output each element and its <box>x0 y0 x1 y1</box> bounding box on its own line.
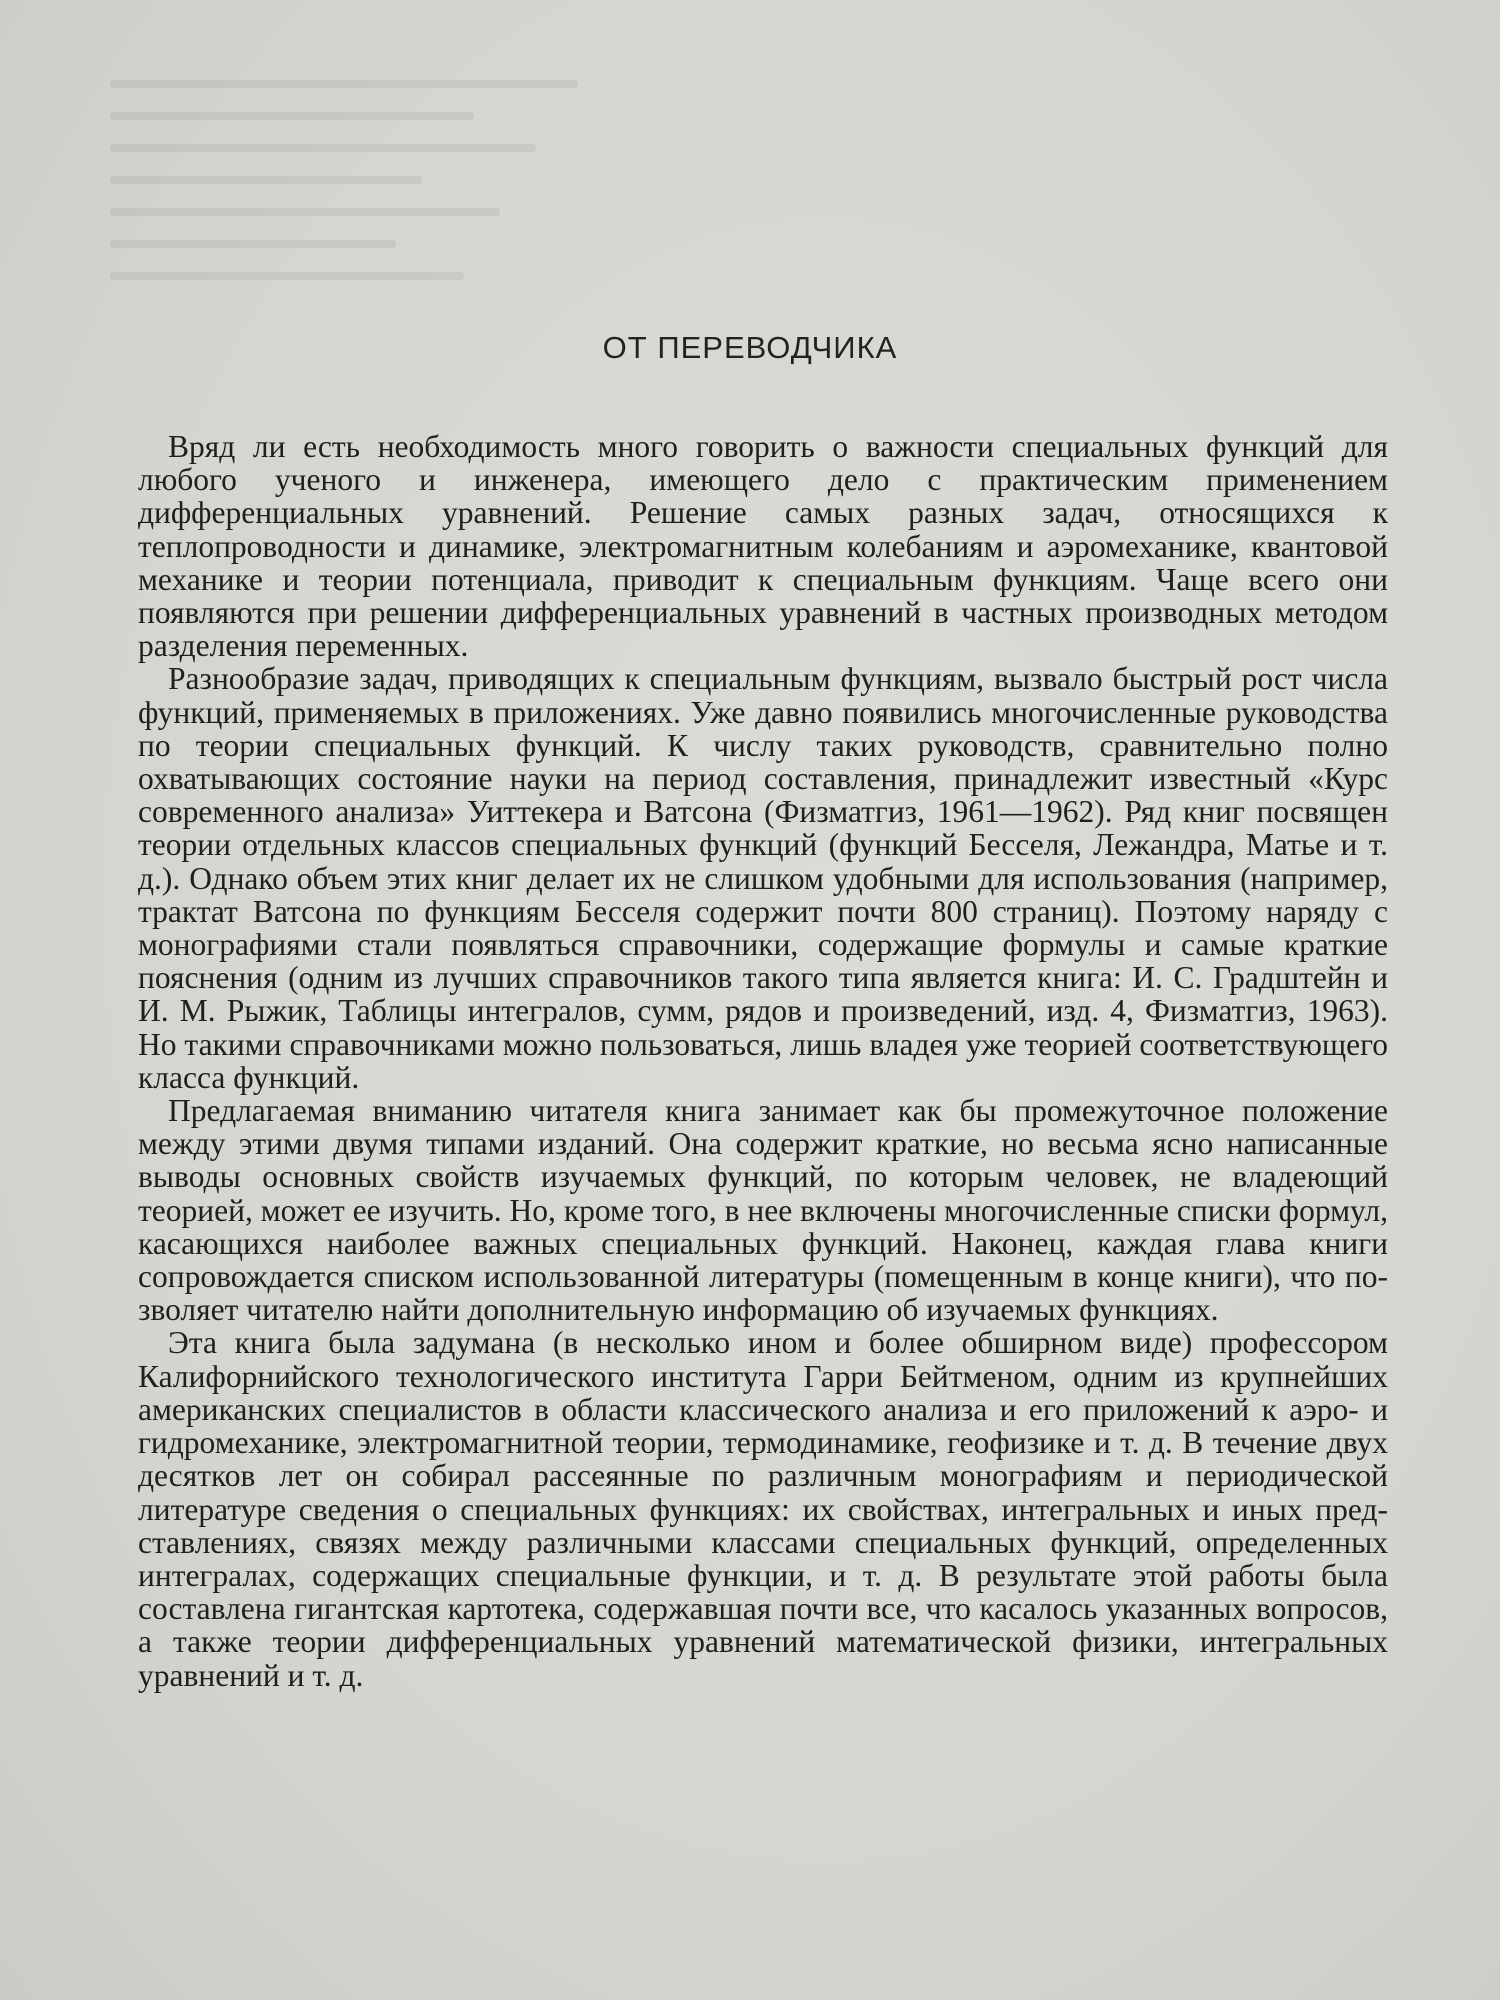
paragraph: Разнообразие задач, приводящих к специальным функциям, вызвало быстрый рост числа функций, применяемых в приложениях. Уже давно появились многочисленные руководства по теории специальных функций. К числу таких руководств, сравнительно полно охватывающих состояние науки на период составления, принадлежит известный «Курс современного анализа» Уиттекера и Ватсона (Физматгиз, 1961—1962). Ряд книг посвящен теории отдельных классов специальных функций (функций Бесселя, Лежандра, Матье и т. д.). Однако объем этих книг делает их не слишком удобными для использования (например, трактат Ватсона по функциям Бесселя содержит почти 800 страниц). Поэтому наряду с монографиями стали появляться справочники, содержащие формулы и самые краткие пояснения (одним из лучших справочников такого типа является книга: И. С. Градштейн и И. М. Рыжик, Таблицы интегралов, сумм, рядов и произведений, изд. 4, Физматгиз, 1963). Но такими справочниками можно пользоваться, лишь владея уже теорией соответствующего класса функций. <box>138 661 1388 1095</box>
body-text <box>138 430 1388 1692</box>
paragraph: Предлагаемая вниманию читателя книга занимает как бы промежуточное положение между этими двумя типами изданий. Она содержит краткие, но весьма ясно написанные выводы основных свойств изучаемых функций, по которым человек, не владеющий теорией, может ее изучить. Но, кроме того, в нее включены многочисленные списки формул, касающихся наиболее важных специальных функций. Наконец, каждая глава книги сопровождается списком использованной литературы (помещенным в конце книги), что позволяет читателю найти дополнительную информацию об изучаемых функциях. <box>138 1093 1388 1328</box>
paragraph: Вряд ли есть необходимость много говорить о важности специальных функций для любого ученого и инженера, имеющего дело с практическим применением дифференциальных уравнений. Решение самых разных задач, относящихся к теплопроводности и динамике, электромагнитным колебаниям и аэромеханике, квантовой механике и теории потенциала, приводит к специальным функциям. Чаще всего они появляются при решении дифференциальных уравнений в частных производных методом разделения переменных. <box>138 429 1388 664</box>
paragraph: Эта книга была задумана (в несколько ином и более обширном виде) профессором Калифорнийского технологического института Гарри Бейтменом, одним из крупнейших американских специалистов в области классического анализа и его приложений к аэро- и гидромеханике, электромагнитной теории, термодинамике, геофизике и т. д. В течение двух десятков лет он собирал рассеянные по различным монографиям и периодической литературе сведения о специальных функциях: их свойствах, интегральных и иных представлениях, связях между различными классами специальных функций, определенных интегралах, содержащих специальные функции, и т. д. В результате этой работы была составлена гигантская картотека, содержавшая почти все, что касалось указанных вопросов, а также теории дифференциальных уравнений математической физики, интегральных уравнений и т. д. <box>138 1325 1388 1693</box>
page-title: ОТ ПЕРЕВОДЧИКА <box>602 330 898 365</box>
bleed-through-text <box>110 80 630 360</box>
